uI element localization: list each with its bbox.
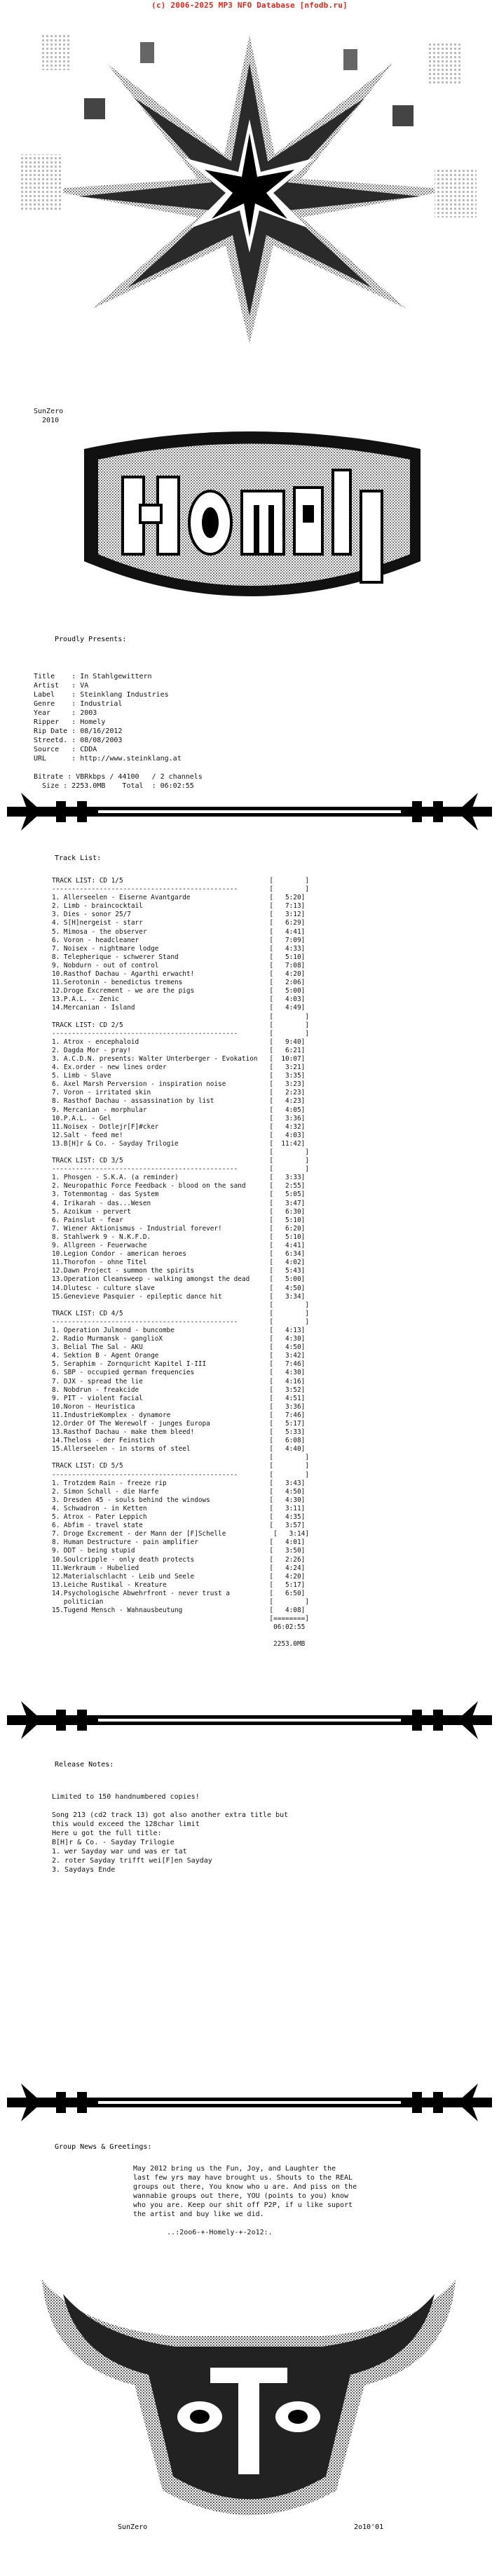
track-line: [ ]	[52, 1148, 309, 1156]
track-line: ----------------------------------------------- [ ]	[52, 1029, 309, 1038]
track-line: 9. DDT - being stupid [ 3:50]	[52, 1547, 306, 1555]
track-line: 5. Mimosa - the observer [ 4:41]	[52, 927, 306, 936]
track-line: 1. Atrox - encephaloid [ 9:40]	[52, 1038, 306, 1046]
track-line: 13.P.A.L. - Zenic [ 4:03]	[52, 995, 306, 1004]
track-line: [ ]	[52, 1012, 309, 1021]
info-bitrate: Bitrate : VBRkbps / 44100 / 2 channels	[34, 773, 203, 781]
track-line: TRACK LIST: CD 4/5 [ ]	[52, 1309, 309, 1317]
tracklist-title: Track List:	[55, 854, 102, 862]
copyright-header: (c) 2006-2025 MP3 NFO Database [nfodb.ru]	[151, 1, 348, 10]
track-line: ----------------------------------------------- [ ]	[52, 1317, 309, 1326]
track-line: ----------------------------------------------- [ ]	[52, 885, 309, 894]
track-line: 5. Limb - Slave [ 3:35]	[52, 1072, 306, 1080]
info-url: URL : http://www.steinklang.at	[34, 755, 182, 763]
track-line: 6. SBP - occupied german frequencies [ 4:30]	[52, 1369, 306, 1377]
track-line: 13.B[H]r & Co. - Sayday Trilogie [ 11:42]	[52, 1139, 306, 1148]
greetings-text: May 2012 bring us the Fun, Joy, and Laughter the last few yrs may have brought us. Shouts to the REAL groups out there, You know who u are. And piss on the wannabie groups out there, YOU (points to you) know who you are. Keep our shit off P2P, if u like suport the artist and buy like we did. ..:2oo6-+-Homely-+-2o12:.	[133, 2165, 357, 2236]
info-rip-date: Rip Date : 08/16/2012	[34, 727, 123, 735]
track-line: 5. Azoikum - pervert [ 6:30]	[52, 1207, 306, 1216]
track-line: 11.Serotonin - benedictus tremens [ 2:06]	[52, 979, 306, 987]
track-line: 3. Totenmontag - das System [ 5:05]	[52, 1190, 306, 1199]
track-line: 1. Allerseelen - Eiserne Avantgarde [ 5:20]	[52, 894, 306, 902]
track-line: 8. Telepherique - schwerer Stand [ 5:10]	[52, 953, 306, 961]
track-line: [========]	[52, 1615, 309, 1623]
track-line: TRACK LIST: CD 2/5 [ ]	[52, 1021, 309, 1029]
track-line: 3. Dresden 45 - souls behind the windows [ 4:30]	[52, 1496, 306, 1504]
track-line: 5. Seraphim - Zornquricht Kapitel I-III [ 7:46]	[52, 1360, 306, 1369]
track-line: 06:02:55	[52, 1623, 306, 1632]
homely-logo	[0, 421, 499, 631]
track-line: 11.Werkraum - Hubelied [ 4:24]	[52, 1564, 306, 1572]
track-line: 4. S[H]nergeist - starr [ 6:29]	[52, 919, 306, 927]
track-line: 7. Noisex - nightmare lodge [ 4:33]	[52, 944, 306, 953]
star-emblem-art	[0, 14, 499, 463]
track-line: 15.Allerseelen - in storms of steel [ 4:40]	[52, 1445, 306, 1454]
release-notes: Limited to 150 handnumbered copies! Song 213 (cd2 track 13) got also another extra title but this would exceed the 128char limit Here u got the full title: B[H]r & Co. - Sayday Trilogie 1. wer Sayday war und was er tat 2. roter Sayday trifft wei[F]en Sayday 3. Saydays Ende	[52, 1793, 289, 1874]
bull-skull-art	[0, 2252, 499, 2554]
track-line: 14.Mercanian - Island [ 4:49]	[52, 1004, 306, 1012]
track-line: 9. Allgreen - Feuerwache [ 4:41]	[52, 1242, 306, 1250]
track-line: 12.Droge Excrement - we are the pigs [ 5:00]	[52, 987, 306, 995]
track-line: 11.Noisex - Dotlejr[F]#cker [ 4:32]	[52, 1122, 306, 1131]
track-line: 9. PIT - violent facial [ 4:51]	[52, 1394, 306, 1402]
track-line: 2. Dagda Mor - pray! [ 6:21]	[52, 1046, 306, 1054]
track-line: 7. DJX - spread the lie [ 4:16]	[52, 1377, 306, 1386]
track-line: 15.Genevieve Pasquier - epileptic dance hit [ 3:34]	[52, 1292, 306, 1301]
track-line: 6. Axel Marsh Perversion - inspiration noise [ 3:23]	[52, 1080, 306, 1089]
track-line: TRACK LIST: CD 1/5 [ ]	[52, 877, 309, 885]
info-artist: Artist : VA	[34, 682, 89, 690]
track-line: 12.Dawn Project - summon the spirits [ 5:43]	[52, 1267, 306, 1275]
track-line: 5. Atrox - Pater Leppich [ 4:35]	[52, 1513, 306, 1522]
info-year: Year : 2003	[34, 709, 97, 717]
signature-top: SunZero 2010	[34, 408, 64, 424]
proudly-presents: Proudly Presents:	[55, 636, 127, 643]
track-line: 14.Psychologische Abwehrfront - never trust a [ 6:50]	[52, 1589, 306, 1597]
tracklist	[52, 877, 309, 1666]
track-line: TRACK LIST: CD 3/5 [ ]	[52, 1157, 309, 1165]
chain-banner	[0, 2077, 499, 2128]
track-line: 7. Wiener Aktionismus - Industrial forever! [ 6:20]	[52, 1224, 306, 1233]
track-line: 1. Trotzdem Rain - freeze rip [ 3:43]	[52, 1479, 306, 1487]
track-line: 2. Neuropathic Force Feedback - blood on the sand [ 2:55]	[52, 1182, 306, 1190]
track-line: 14.Theloss - der Feinstich [ 6:08]	[52, 1437, 306, 1445]
track-line: 4. Schwadron - in Ketten [ 3:11]	[52, 1504, 306, 1512]
track-line: 6. Abfim - travel state [ 3:57]	[52, 1522, 306, 1530]
track-line: 4. Irikarah - das...Wesen [ 3:47]	[52, 1199, 306, 1207]
info-title: Title : In Stahlgewittern	[34, 673, 152, 680]
track-line: 14.Dlutesc - culture slave [ 4:50]	[52, 1284, 306, 1292]
info-label: Label : Steinklang Industries	[34, 691, 169, 699]
track-line: 7. Droge Excrement - der Mann der [F]Schelle [ 3:14]	[52, 1530, 309, 1538]
track-line: 13.Rasthof Dachau - make them bleed! [ 5:33]	[52, 1428, 306, 1437]
chain-banner	[0, 786, 499, 838]
greetings-title: Group News & Greetings:	[55, 2143, 152, 2151]
track-line: 6. Painslut - fear [ 5:10]	[52, 1216, 306, 1224]
track-line: 13.Leiche Rustikal - Kreature [ 5:17]	[52, 1581, 306, 1589]
track-line: TRACK LIST: CD 5/5 [ ]	[52, 1462, 309, 1470]
track-line: 9. Mercanian - morphular [ 4:05]	[52, 1106, 306, 1114]
track-line: 9. Nobdurn - out of control [ 7:08]	[52, 961, 306, 970]
release-notes-title: Release Notes:	[55, 1761, 114, 1769]
track-line: [ ]	[52, 1301, 309, 1309]
track-line: 7. Voron - irritated skin [ 2:23]	[52, 1089, 306, 1097]
signature-bottom-left: SunZero	[118, 2523, 148, 2531]
signature-bottom-right: 2o10'01	[354, 2523, 384, 2531]
track-line: 11.Thorofon - ohne Titel [ 4:02]	[52, 1259, 306, 1267]
chain-banner	[0, 1694, 499, 1746]
track-line: 2. Simon Schall - die Harfe [ 4:50]	[52, 1487, 306, 1496]
track-line: [ ]	[52, 1454, 309, 1462]
track-line: 1. Operation Julmond - buncombe [ 4:13]	[52, 1326, 306, 1334]
track-line: 10.Soulcripple - only death protects [ 2:26]	[52, 1555, 306, 1564]
track-line: politician [ ]	[52, 1597, 309, 1606]
track-line: 3. Belial The Sal - AKU [ 4:50]	[52, 1343, 306, 1352]
track-line: 10.Legion Condor - american heroes [ 6:34]	[52, 1250, 306, 1259]
track-line: 6. Voron - headcleaner [ 7:09]	[52, 936, 306, 944]
track-line: 2253.0MB	[52, 1640, 306, 1649]
track-line: 4. Sektion B - Agent Orange [ 3:42]	[52, 1352, 306, 1360]
info-genre: Genre : Industrial	[34, 700, 123, 708]
track-line: 1. Phosgen - S.K.A. (a reminder) [ 3:33]	[52, 1174, 306, 1182]
track-line: 15.Tugend Mensch - Wahnausbeutung [ 4:08]	[52, 1606, 306, 1615]
track-line: 12.Order Of The Werewolf - junges Europa [ 5:17]	[52, 1420, 306, 1428]
track-line: 3. A.C.D.N. presents: Walter Unterberger - Evokation [ 10:07]	[52, 1054, 306, 1063]
track-line: 8. Human Destructure - pain amplifier [ 4:01]	[52, 1538, 306, 1547]
track-line: 3. Dies - sonor 25/7 [ 3:12]	[52, 911, 306, 919]
info-ripper: Ripper : Homely	[34, 718, 106, 726]
track-line: 10.Noron - Heuristica [ 3:36]	[52, 1402, 306, 1411]
track-line: 11.IndustrieKomplex - dynamore [ 7:46]	[52, 1411, 306, 1419]
info-source: Source : CDDA	[34, 746, 97, 753]
info-size-total: Size : 2253.0MB Total : 06:02:55	[34, 782, 194, 790]
track-line: ----------------------------------------------- [ ]	[52, 1165, 309, 1174]
info-street-date: Streetd. : 08/08/2003	[34, 737, 123, 744]
track-line: 10.Rasthof Dachau - Agarthi erwacht! [ 4:20]	[52, 970, 306, 979]
track-line: 8. Stahlwerk 9 - N.K.F.D. [ 5:10]	[52, 1233, 306, 1241]
track-line: 10.P.A.L. - Gel [ 3:36]	[52, 1114, 306, 1122]
track-line: 12.Salt - feed me! [ 4:03]	[52, 1131, 306, 1139]
track-line: 12.Materialschlacht - Leib und Seele [ 4:20]	[52, 1572, 306, 1581]
track-line: 13.Operation Cleansweep - walking amongst the dead [ 5:00]	[52, 1275, 306, 1284]
track-line: 4. Ex.order - new lines order [ 3:21]	[52, 1064, 306, 1072]
track-line: 2. Radio Murmansk - ganglioX [ 4:30]	[52, 1335, 306, 1343]
track-line: ----------------------------------------------- [ ]	[52, 1470, 309, 1479]
release-info	[34, 672, 203, 791]
track-line: 8. Rasthof Dachau - assassination by list [ 4:23]	[52, 1097, 306, 1106]
track-line: 8. Nobdrun - freakcide [ 3:52]	[52, 1386, 306, 1394]
track-line: 2. Limb - braincocktail [ 7:13]	[52, 902, 306, 911]
